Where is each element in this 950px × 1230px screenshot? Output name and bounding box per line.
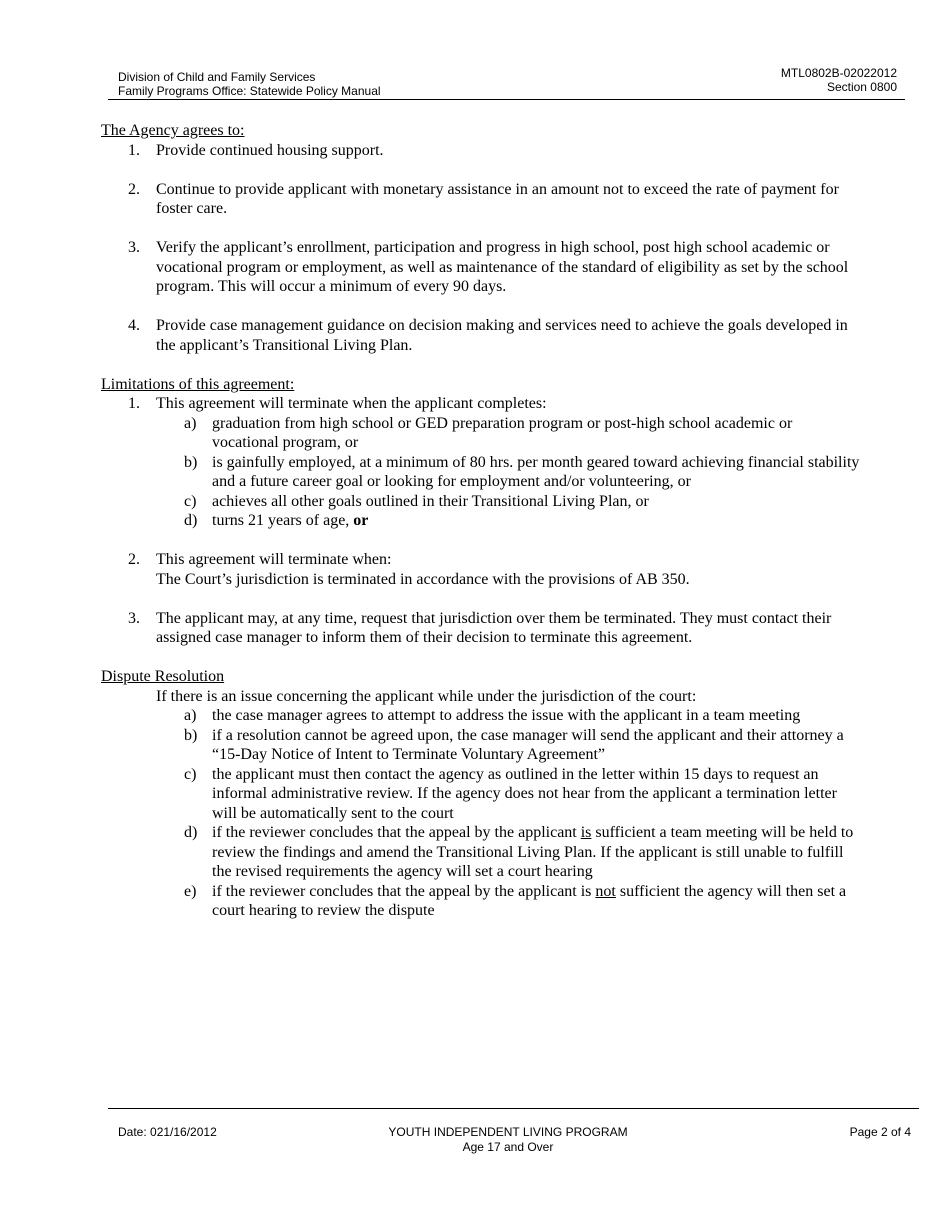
- limitations-section-title: Limitations of this agreement:: [101, 375, 295, 393]
- agency-item: 1. Provide continued housing support.: [128, 141, 384, 159]
- agency-section-title: The Agency agrees to:: [101, 122, 245, 139]
- page-body: [101, 121, 861, 921]
- header-office: Family Programs Office: Statewide Policy Manual: [118, 84, 381, 98]
- footer-divider: [108, 1108, 919, 1109]
- dispute-item: a) the case manager agrees to attempt to address the issue with the applicant in a team meeting: [184, 707, 801, 724]
- header-document-info: [781, 66, 897, 94]
- footer-program-title: YOUTH INDEPENDENT LIVING PROGRAM: [388, 1125, 628, 1139]
- footer-program: [358, 1125, 658, 1155]
- limitations-subitem: a) graduation from high school or GED preparation program or post-high school academic or vocational program, or: [184, 414, 793, 451]
- limitations-subitem: d) turns 21 years of age, or: [184, 512, 369, 529]
- footer-program-age: Age 17 and Over: [462, 1140, 554, 1154]
- limitations-subitem: c) achieves all other goals outlined in their Transitional Living Plan, or: [184, 492, 649, 510]
- header-section: Section 0800: [826, 80, 897, 94]
- agency-list: [101, 141, 861, 356]
- footer-date: Date: 021/16/2012: [118, 1125, 217, 1139]
- header-divider: [108, 99, 905, 100]
- agency-item: 4. Provide case management guidance on decision making and services need to achieve the goals developed in the applicant’s Transitional Living Plan.: [128, 317, 848, 354]
- dispute-intro: If there is an issue concerning the applicant while under the jurisdiction of the court:: [156, 687, 697, 705]
- header-doc-code: MTL0802B-02022012: [780, 66, 897, 80]
- dispute-item: e) if the reviewer concludes that the appeal by the applicant is not sufficient the agency will then set a court hearing to review the dispute: [184, 882, 847, 919]
- dispute-section-title: Dispute Resolution: [101, 668, 225, 685]
- footer-page-number: Page 2 of 4: [849, 1125, 911, 1139]
- agency-item: 3. Verify the applicant’s enrollment, participation and progress in high school, post high school academic or vocational program or employment, as well as maintenance of the standard of eligibility as set by the school program. This will occur a minimum of every 90 days.: [128, 239, 849, 295]
- limitations-sublist: [101, 414, 861, 531]
- dispute-item: b) if a resolution cannot be agreed upon, the case manager will send the applicant and their attorney a “15-Day Notice of Intent to Terminate Voluntary Agreement”: [184, 726, 844, 763]
- dispute-item: c) the applicant must then contact the agency as outlined in the letter within 15 days to request an informal administrative review. If the agency does not hear from the applicant a termination letter will be automatically sent to the court: [184, 765, 837, 822]
- agency-item: 2. Continue to provide applicant with monetary assistance in an amount not to exceed the rate of payment for foster care.: [128, 180, 839, 217]
- limitations-item: 3. The applicant may, at any time, request that jurisdiction over them be terminated. They must contact their assigned case manager to inform them of their decision to terminate this agreement.: [128, 609, 832, 646]
- dispute-item: d) if the reviewer concludes that the appeal by the applicant is sufficient a team meeting will be held to review the findings and amend the Transitional Living Plan. If the applicant is still unable to fulfill the revised requirements the agency will set a court hearing: [184, 824, 854, 880]
- header-division: Division of Child and Family Services: [118, 70, 316, 84]
- limitations-subitem: b) is gainfully employed, at a minimum of 80 hrs. per month geared toward achieving financial stability and a future career goal or looking for employment and/or volunteering, or: [184, 453, 860, 490]
- header-organization: [118, 70, 381, 98]
- limitations-item: 2. This agreement will terminate when: The Court’s jurisdiction is terminated in accordance with the provisions of AB 350.: [128, 551, 690, 588]
- limitations-list: [101, 394, 861, 648]
- limitations-item: 1. This agreement will terminate when the applicant completes:: [128, 395, 547, 412]
- dispute-list: [101, 706, 861, 921]
